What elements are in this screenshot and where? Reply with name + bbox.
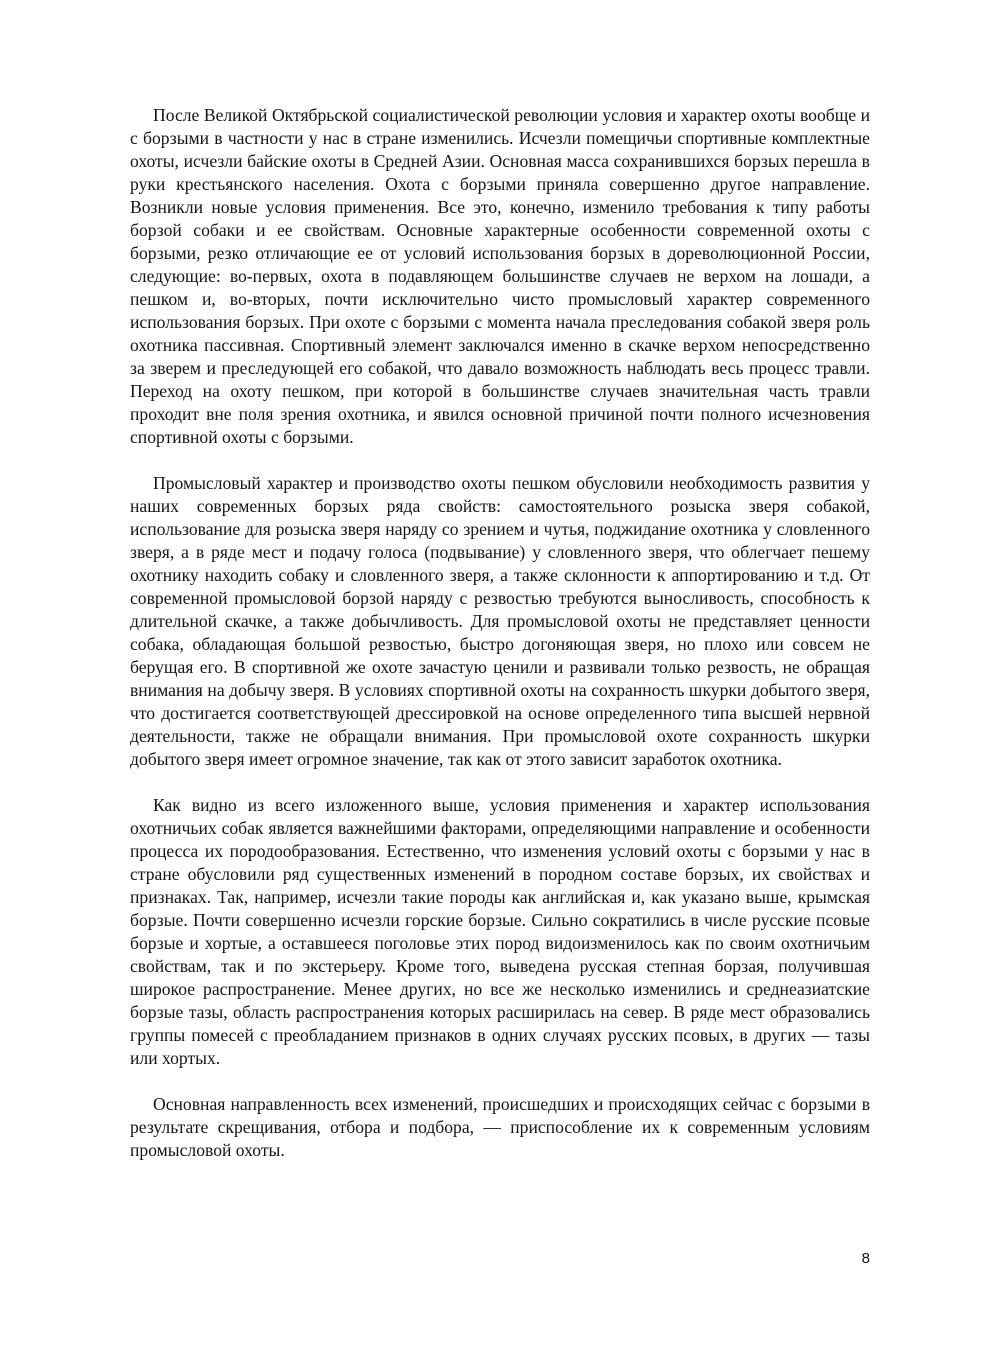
paragraph-conclusion: Основная направленность всех изменений, происшедших и происходящих сейчас с борзыми в результате скрещивания, отбора и подбора, — приспособление их к современным условиям промысловой охоты. — [130, 1094, 870, 1160]
paragraph-commercial-hunting: Промысловый характер и производство охоты пешком обусловили необходимость развития у наших современных борзых ряда свойств: самостоятельного розыска зверя собакой, использование для розыска зверя наряду со зрением и чутья, поджидание охотника у словленного зверя, а в ряде мест и подачу голоса (подвывание) у словленного зверя, что облегчает пешему охотнику находить собаку и словленного зверя, а также склонности к аппортированию и т.д. От современной промысловой борзой наряду с резвостью требуются выносливость, способность к длительной скачке, а также добычливость. Для промысловой охоты не представляет ценности собака, обладающая большой резвостью, быстро догоняющая зверя, но плохо или совсем не берущая его. В спортивной же охоте зачастую ценили и развивали только резвость, не обращая внимания на добычу зверя. В условиях спортивной охоты на сохранность шкурки добытого зверя, что достигается соответствующей дрессировкой на основе определенного типа высшей нервной деятельности, также не обращали внимания. При промысловой охоте сохранность шкурки добытого зверя имеет огромное значение, так как от этого зависит заработок охотника. — [130, 473, 870, 769]
paragraph-breed-changes: Как видно из всего изложенного выше, условия применения и характер использования охотничьих собак является важнейшими факторами, определяющими направление и особенности процесса их породообразования. Естественно, что изменения условий охоты с борзыми у нас в стране обусловили ряд существенных изменений в породном составе борзых, их свойствах и признаках. Так, например, исчезли такие породы как английская и, как указано выше, крымская борзые. Почти совершенно исчезли горские борзые. Сильно сократились в числе русские псовые борзые и хортые, а оставшееся поголовье этих пород видоизменилось как по своим охотничьим свойствам, так и по экстерьеру. Кроме того, выведена русская степная борзая, получившая широкое распространение. Менее других, но все же несколько изменились и среднеазиатские борзые тазы, область распространения которых расширилась на север. В ряде мест образовались группы помесей с преобладанием признаков в одних случаях русских псовых, в других — тазы или хортых. — [130, 795, 870, 1068]
page-number: 8 — [861, 1250, 870, 1267]
document-body — [130, 104, 870, 1185]
paragraph-revolution-changes: После Великой Октябрьской социалистической революции условия и характер охоты вообще и с борзыми в частности у нас в стране изменились. Исчезли помещичьи спортивные комплектные охоты, исчезли байские охоты в Средней Азии. Основная масса сохранившихся борзых перешла в руки крестьянского населения. Охота с борзыми приняла совершенно другое направление. Возникли новые условия применения. Все это, конечно, изменило требования к типу работы борзой собаки и ее свойствам. Основные характерные особенности современной охоты с борзыми, резко отличающие ее от условий использования борзых в дореволюционной России, следующие: во-первых, охота в подавляющем большинстве случаев не верхом на лошади, а пешком и, во-вторых, почти исключительно чисто промысловый характер современного использования борзых. При охоте с борзыми с момента начала преследования собакой зверя роль охотника пассивная. Спортивный элемент заключался именно в скачке верхом непосредственно за зверем и преследующей его собакой, что давало возможность наблюдать весь процесс травли. Переход на охоту пешком, при которой в большинстве случаев значительная часть травли проходит вне поля зрения охотника, и явился основной причиной почти полного исчезновения спортивной охоты с борзыми. — [130, 105, 870, 447]
